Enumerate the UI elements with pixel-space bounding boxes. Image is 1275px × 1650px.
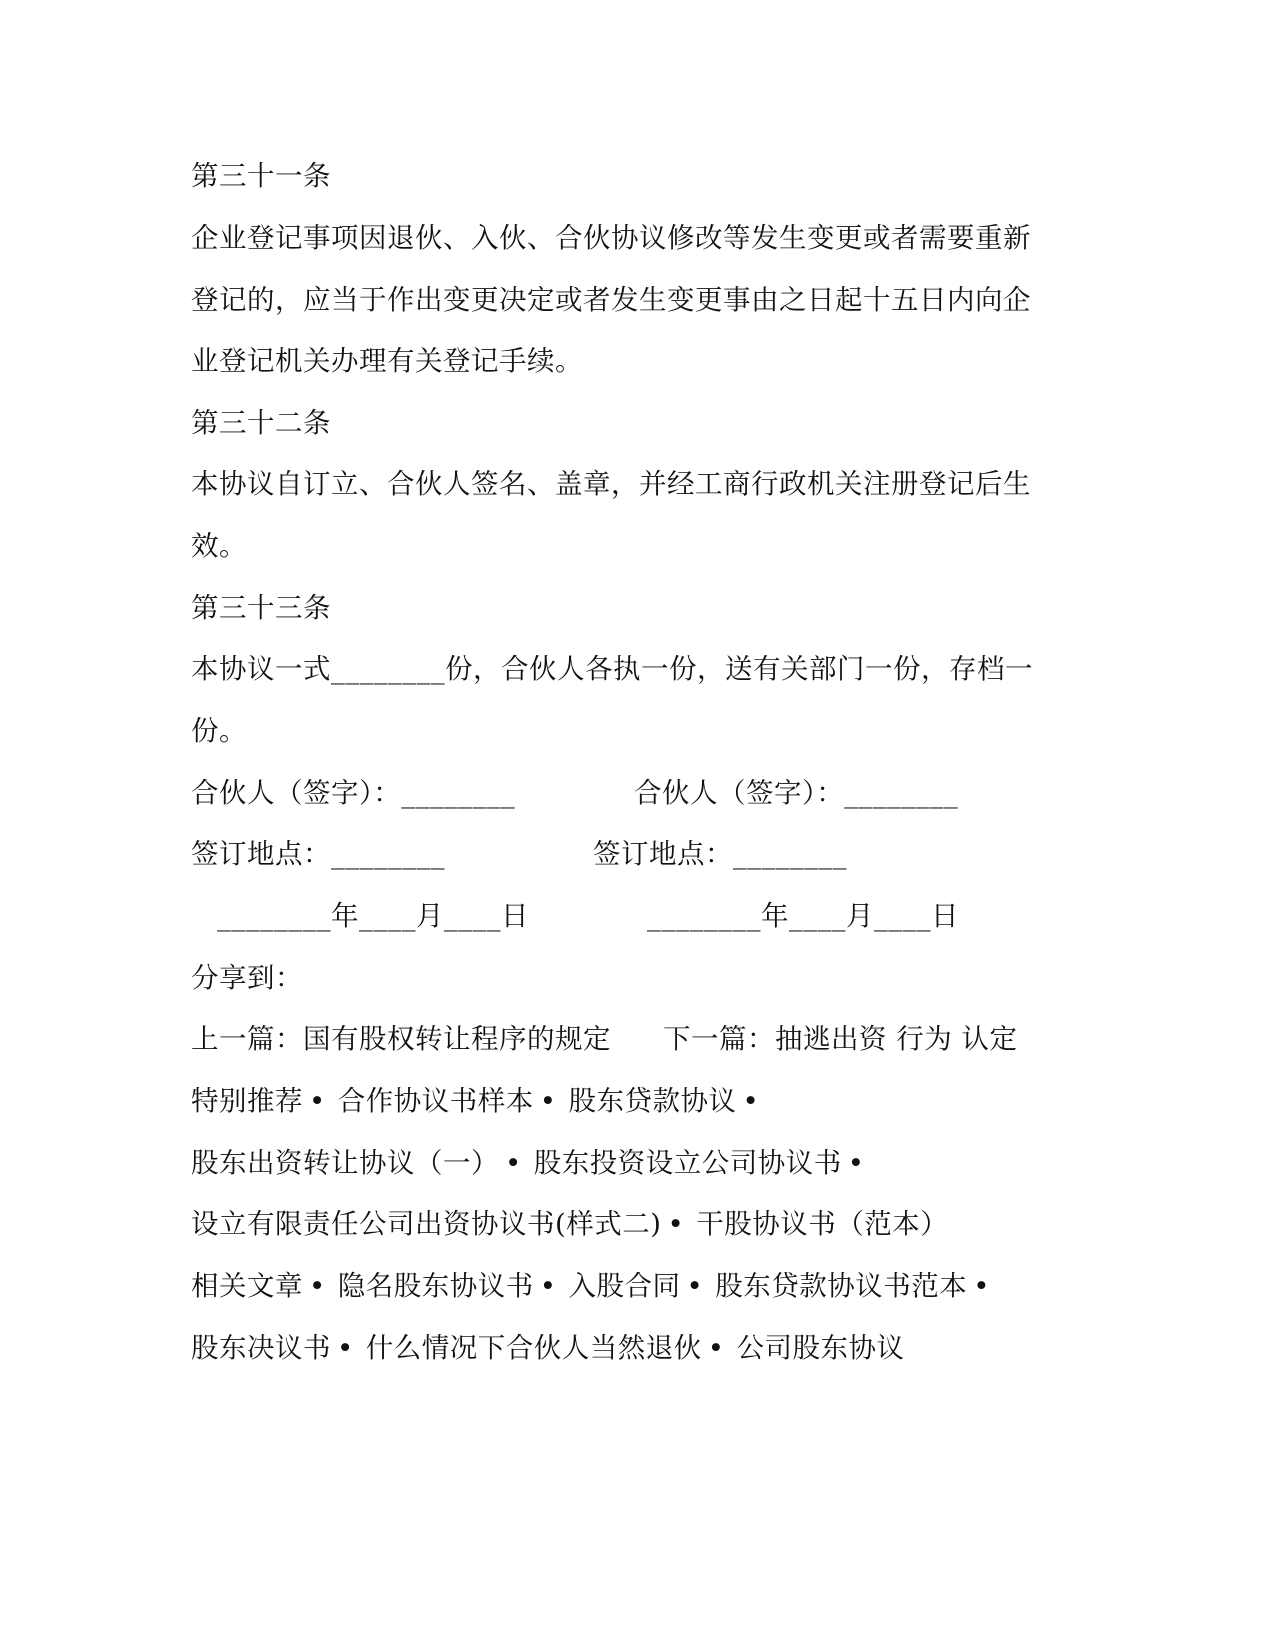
related-link[interactable]: 股东决议书 [191, 1332, 331, 1364]
article-31-heading: 第三十一条 [191, 160, 331, 192]
article-33-line-2: 份。 [191, 715, 247, 747]
featured-label: 特别推荐 [191, 1085, 303, 1117]
bullet: • [973, 1270, 990, 1302]
bullet: • [707, 1332, 725, 1364]
featured-link[interactable]: 股东出资转让协议（一） [191, 1147, 499, 1179]
bullet: • [309, 1085, 326, 1117]
article-33-heading: 第三十三条 [191, 592, 331, 624]
signer-right: 合伙人（签字）：________ [634, 777, 959, 809]
bullet: • [505, 1147, 522, 1179]
next-article-link[interactable]: 下一篇：抽逃出资 行为 认定 [663, 1023, 1018, 1055]
featured-link[interactable]: 股东贷款协议 [568, 1085, 737, 1117]
date-row [191, 898, 1091, 934]
featured-link[interactable]: 干股协议书（范本） [696, 1208, 949, 1240]
featured-link[interactable]: 合作协议书样本 [337, 1085, 534, 1117]
related-link[interactable]: 公司股东协议 [736, 1332, 905, 1364]
signer-row [191, 775, 1091, 811]
bullet: • [847, 1147, 865, 1179]
bullet: • [539, 1085, 557, 1117]
article-31-line-3: 业登记机关办理有关登记手续。 [191, 345, 583, 377]
article-32-line-2: 效。 [191, 530, 247, 562]
bullet: • [667, 1208, 685, 1240]
prev-article-link[interactable]: 上一篇：国有股权转让程序的规定 [191, 1023, 611, 1055]
article-33-line-1: 本协议一式________份，合伙人各执一份，送有关部门一份，存档一 [191, 653, 1033, 685]
bullet: • [686, 1270, 704, 1302]
related-link[interactable]: 什么情况下合伙人当然退伙 [365, 1332, 702, 1364]
related-link[interactable]: 隐名股东协议书 [337, 1270, 534, 1302]
place-right: 签订地点：________ [593, 838, 847, 870]
related-row-2 [191, 1330, 904, 1366]
featured-link[interactable]: 设立有限责任公司出资协议书(样式二) [191, 1208, 662, 1240]
bullet: • [539, 1270, 557, 1302]
featured-link[interactable]: 股东投资设立公司协议书 [533, 1147, 842, 1179]
article-31-line-2: 登记的，应当于作出变更决定或者发生变更事由之日起十五日内向企 [191, 284, 1031, 316]
related-label: 相关文章 [191, 1270, 303, 1302]
related-link[interactable]: 入股合同 [568, 1270, 681, 1302]
share-label: 分享到： [191, 962, 303, 994]
article-31-line-1: 企业登记事项因退伙、入伙、合伙协议修改等发生变更或者需要重新 [191, 222, 1031, 254]
article-nav [191, 1021, 1091, 1057]
bullet: • [309, 1270, 326, 1302]
article-32-heading: 第三十二条 [191, 407, 331, 439]
related-row-1 [191, 1268, 1002, 1304]
related-link[interactable]: 股东贷款协议书范本 [715, 1270, 968, 1302]
featured-row-2 [191, 1145, 876, 1181]
bullet: • [742, 1085, 760, 1117]
signer-left: 合伙人（签字）：________ [191, 777, 516, 809]
date-left: ________年____月____日 [217, 900, 529, 932]
place-left: 签订地点：________ [191, 838, 445, 870]
place-row [191, 836, 1091, 872]
bullet: • [337, 1332, 354, 1364]
date-right: ________年____月____日 [647, 900, 959, 932]
featured-row-3 [191, 1206, 948, 1242]
article-32-line-1: 本协议自订立、合伙人签名、盖章，并经工商行政机关注册登记后生 [191, 468, 1031, 500]
featured-row-1 [191, 1083, 771, 1119]
